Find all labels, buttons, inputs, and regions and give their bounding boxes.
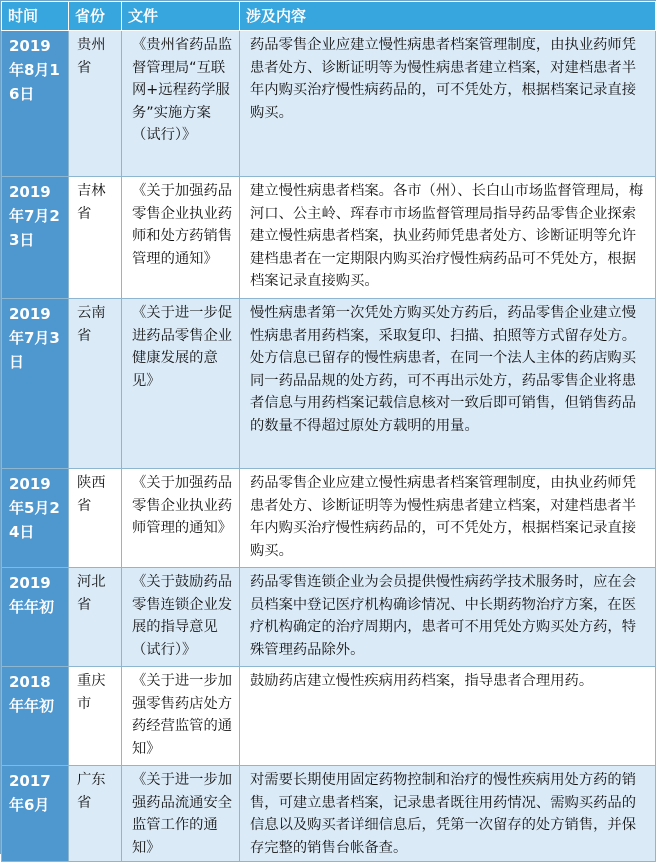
cell-time: 2019年8月16日 — [2, 31, 69, 177]
header-province: 省份 — [69, 2, 122, 31]
cell-content: 药品零售企业应建立慢性病患者档案管理制度，由执业药师凭患者处方、诊断证明等为慢性病患者建立档案，对建档患者半年内购买治疗慢性病药品的，可不凭处方，根据档案记录直接购买。 — [240, 469, 656, 568]
header-document: 文件 — [122, 2, 240, 31]
cell-province: 云南省 — [69, 299, 122, 469]
cell-time: 2019年7月3日 — [2, 299, 69, 469]
table-row — [2, 469, 656, 568]
cell-content: 药品零售连锁企业为会员提供慢性病药学技术服务时，应在会员档案中登记医疗机构确诊情况、中长期药物治疗方案，在医疗机构确定的治疗周期内，患者可不用凭处方购买处方药，特殊管理药品除外。 — [240, 568, 656, 667]
cell-content: 药品零售企业应建立慢性病患者档案管理制度，由执业药师凭患者处方、诊断证明等为慢性病患者建立档案，对建档患者半年内购买治疗慢性病药品的，可不凭处方，根据档案记录直接购买。 — [240, 31, 656, 177]
cell-time: 2019年5月24日 — [2, 469, 69, 568]
table-row — [2, 766, 656, 862]
table-row — [2, 299, 656, 469]
table-row — [2, 568, 656, 667]
table-row — [2, 667, 656, 766]
cell-document: 《贵州省药品监督管理局“互联网+远程药学服务”实施方案（试行）》 — [122, 31, 240, 177]
header-row — [2, 2, 656, 31]
table-row — [2, 177, 656, 299]
cell-province: 吉林省 — [69, 177, 122, 299]
cell-time: 2019年年初 — [2, 568, 69, 667]
cell-document: 《关于鼓励药品零售连锁企业发展的指导意见（试行）》 — [122, 568, 240, 667]
cell-content: 对需要长期使用固定药物控制和治疗的慢性疾病用处方药的销售，可建立患者档案，记录患者既往用药情况、需购买药品的信息以及购买者详细信息后，凭第一次留存的处方销售，并保存完整的销售台帐备查。 — [240, 766, 656, 862]
cell-content: 慢性病患者第一次凭处方购买处方药后，药品零售企业建立慢性病患者用药档案，采取复印、扫描、拍照等方式留存处方。处方信息已留存的慢性病患者，在同一个法人主体的药店购买同一药品品规的处方药，可不再出示处方，药品零售企业将患者信息与用药档案记载信息核对一致后即可销售，但销售药品的数量不得超过原处方载明的用量。 — [240, 299, 656, 469]
table-row — [2, 31, 656, 177]
cell-province: 贵州省 — [69, 31, 122, 177]
cell-province: 广东省 — [69, 766, 122, 862]
cell-document: 《关于进一步加强药品流通安全监管工作的通知》 — [122, 766, 240, 862]
cell-document: 《关于进一步促进药品零售企业健康发展的意见》 — [122, 299, 240, 469]
cell-content: 鼓励药店建立慢性疾病用药档案，指导患者合理用药。 — [240, 667, 656, 766]
cell-time: 2017年6月 — [2, 766, 69, 862]
cell-content: 建立慢性病患者档案。各市（州）、长白山市场监督管理局，梅河口、公主岭、珲春市市场监督管理局指导药品零售企业探索建立慢性病患者档案，执业药师凭患者处方、诊断证明等允许建档患者在一定期限内购买治疗慢性病药品可不凭处方，根据档案记录直接购买。 — [240, 177, 656, 299]
cell-time: 2018年年初 — [2, 667, 69, 766]
cell-province: 重庆市 — [69, 667, 122, 766]
cell-time: 2019年7月23日 — [2, 177, 69, 299]
cell-province: 河北省 — [69, 568, 122, 667]
header-time: 时间 — [2, 2, 69, 31]
header-content: 涉及内容 — [240, 2, 656, 31]
cell-document: 《关于进一步加强零售药店处方药经营监管的通知》 — [122, 667, 240, 766]
cell-document: 《关于加强药品零售企业执业药师和处方药销售管理的通知》 — [122, 177, 240, 299]
policy-table — [1, 1, 656, 862]
cell-province: 陕西省 — [69, 469, 122, 568]
cell-document: 《关于加强药品零售企业执业药师管理的通知》 — [122, 469, 240, 568]
